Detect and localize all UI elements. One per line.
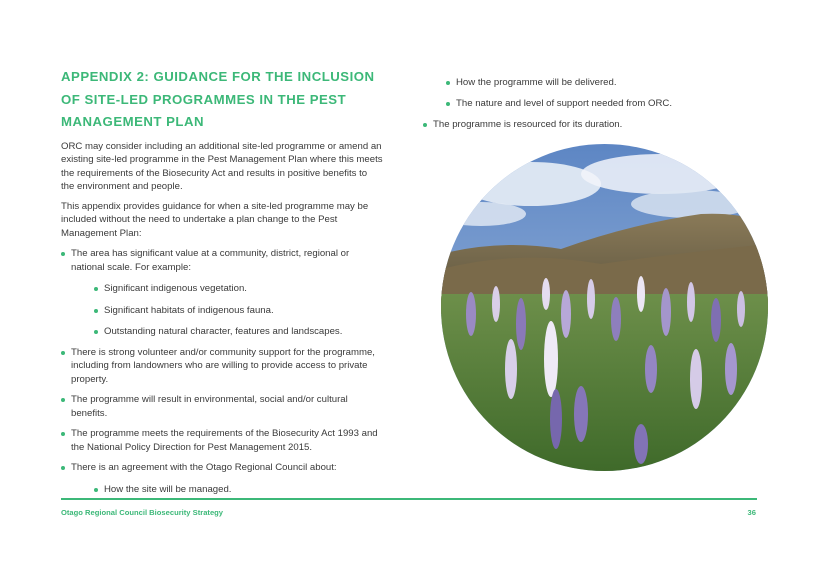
- appendix-heading: APPENDIX 2: GUIDANCE FOR THE INCLUSION OF SITE-LED PROGRAMMES IN THE PEST MANAGEMENT PLAN: [61, 69, 375, 129]
- list-item: Outstanding natural character, features and landscapes.: [104, 325, 383, 339]
- page-number: 36: [747, 508, 756, 517]
- criterion-community-support: There is strong volunteer and/or community support for the programme, including from landowners who are willing to provide access to private property.: [71, 346, 383, 387]
- criterion-legal-requirements: The programme meets the requirements of the Biosecurity Act 1993 and the National Policy Direction for Pest Management 2015.: [71, 427, 383, 454]
- agreement-list-continued: [433, 76, 763, 111]
- criterion-benefits: The programme will result in environmental, social and/or cultural benefits.: [71, 393, 383, 420]
- list-item: How the site will be managed.: [104, 483, 383, 497]
- criteria-list-continued: [433, 118, 763, 132]
- guidance-paragraph: This appendix provides guidance for when a site-led programme may be included without the need to undertake a plan change to the Pest Management Plan:: [61, 200, 369, 239]
- right-column: [433, 69, 763, 132]
- value-examples-list: [71, 282, 383, 339]
- list-item: The nature and level of support needed from ORC.: [456, 97, 763, 111]
- intro-paragraph: ORC may consider including an additional site-led programme or amend an existing site-led programme in the Pest Management Plan where this meets the requirements of the Biosecurity Act and results in positive benefits to the environment and people.: [61, 140, 383, 192]
- lupin-field-photo: [441, 144, 768, 471]
- criteria-list: [61, 247, 383, 496]
- criterion-agreement: [71, 461, 383, 496]
- lupin-landscape-illustration: [441, 144, 768, 471]
- criterion-text: The area has significant value at a community, district, regional or national scale. For example:: [71, 248, 350, 273]
- list-item: Significant indigenous vegetation.: [104, 282, 383, 296]
- criterion-significant-value: [71, 247, 383, 339]
- list-item: How the programme will be delivered.: [456, 76, 763, 90]
- criterion-resourced: The programme is resourced for its duration.: [433, 118, 763, 132]
- list-item: Significant habitats of indigenous fauna.: [104, 304, 383, 318]
- agreement-list: [71, 483, 383, 497]
- criterion-text: There is an agreement with the Otago Regional Council about:: [71, 462, 337, 473]
- left-column: [61, 66, 383, 496]
- footer-title: Otago Regional Council Biosecurity Strategy: [61, 508, 224, 517]
- footer-divider: [61, 498, 757, 500]
